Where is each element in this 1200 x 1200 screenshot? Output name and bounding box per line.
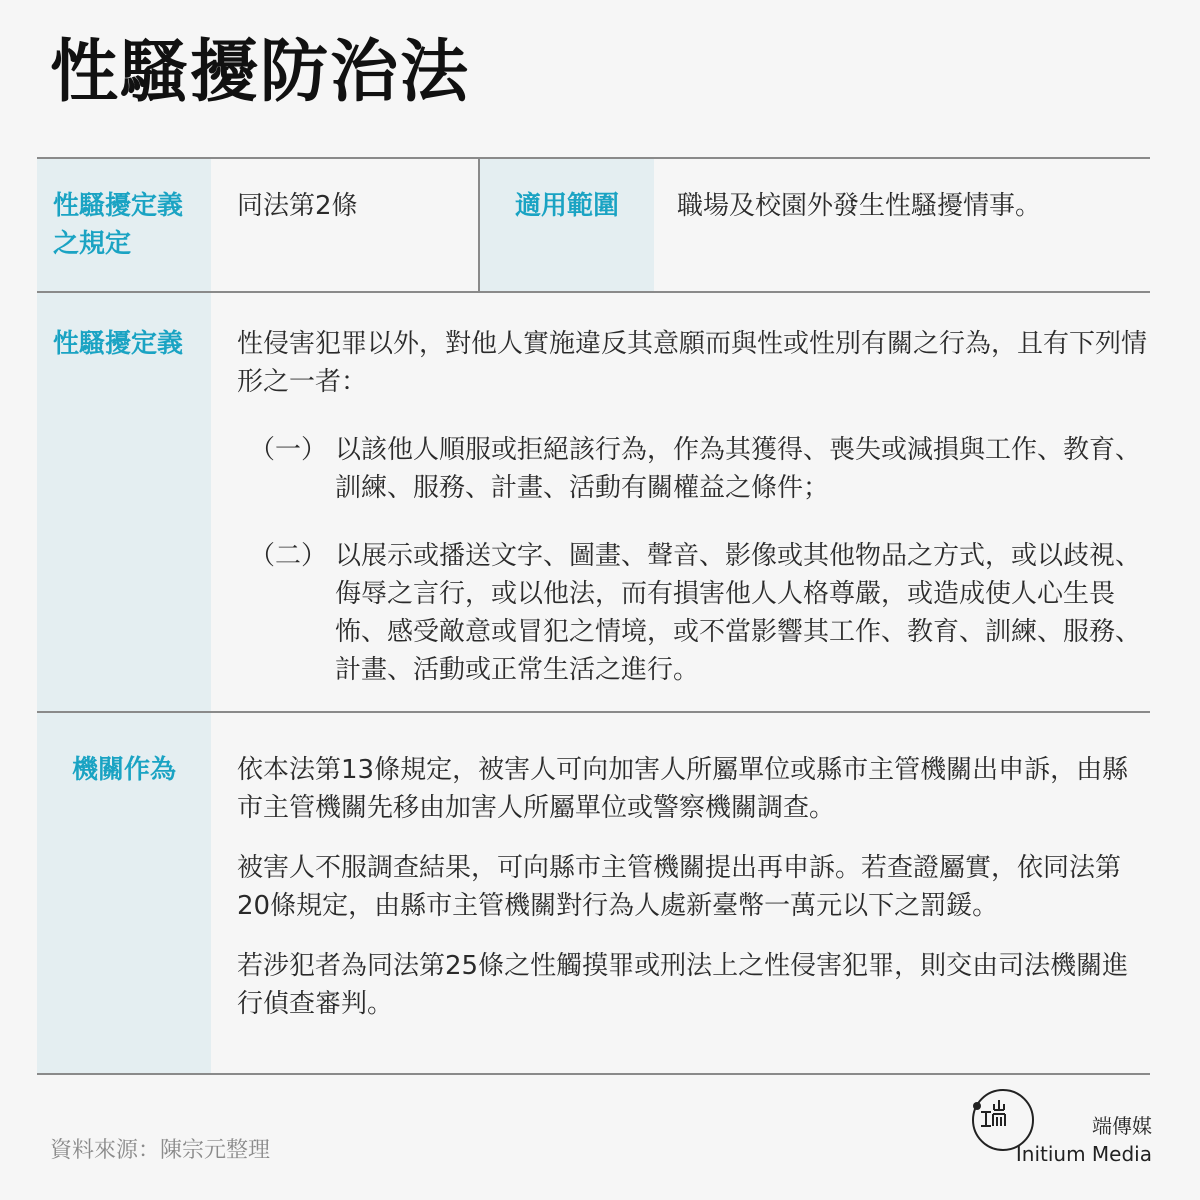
definition-body [237,325,1150,689]
label-cell [37,713,211,1073]
item-marker: （二） [249,541,328,571]
law-table [37,157,1150,1075]
item-text: 以該他人順服或拒絕該行為，作為其獲得、喪失或減損與工作、教育、訓練、服務、計畫、活動有關權益之條件； [335,435,1142,503]
label-cell [37,293,211,711]
list-item [237,431,1150,507]
label-cell [480,159,654,291]
definition-rule-value: 同法第2條 [237,191,358,221]
scope-value: 職場及校園外發生性騷擾情事。 [677,191,1042,221]
brand-name-en: Initium Media [1015,1142,1152,1166]
list-item [237,537,1150,689]
table-row [37,157,1150,291]
item-text: 以展示或播送文字、圖畫、聲音、影像或其他物品之方式，或以歧視、侮辱之言行，或以他法，而有損害他人人格尊嚴，或造成使人心生畏怖、感受敵意或冒犯之情境，或不當影響其工作、教育、訓練、服務、計畫、活動或正常生活之進行。 [335,541,1142,685]
paragraph: 被害人不服調查結果，可向縣市主管機關提出再申訴。若查證屬實，依同法第20條規定，由縣市主管機關對行為人處新臺幣一萬元以下之罰鍰。 [237,853,1122,921]
table-row [37,291,1150,711]
item-marker: （一） [249,435,328,465]
label-cell [37,159,211,291]
source-note: 資料來源：陳宗元整理 [50,1138,271,1163]
definition-rule-label: 性騷擾定義之規定 [53,191,184,259]
authority-action-label: 機關作為 [71,755,176,785]
paragraph: 依本法第13條規定，被害人可向加害人所屬單位或縣市主管機關出申訴，由縣市主管機關先移由加害人所屬單位或警察機關調查。 [237,755,1129,823]
table-row [37,711,1150,1075]
paragraph: 若涉犯者為同法第25條之性觸摸罪或刑法上之性侵害犯罪，則交由司法機關進行偵查審判。 [237,951,1129,1019]
definition-intro: 性侵害犯罪以外，對他人實施違反其意願而與性或性別有關之行為，且有下列情形之一者： [237,329,1148,397]
authority-action-body [237,751,1150,1045]
page-title: 性騷擾防治法 [50,33,471,112]
brand-name-zh: 端傳媒 [1092,1114,1152,1138]
definition-label: 性騷擾定義 [53,329,184,359]
scope-label: 適用範圍 [514,191,619,221]
